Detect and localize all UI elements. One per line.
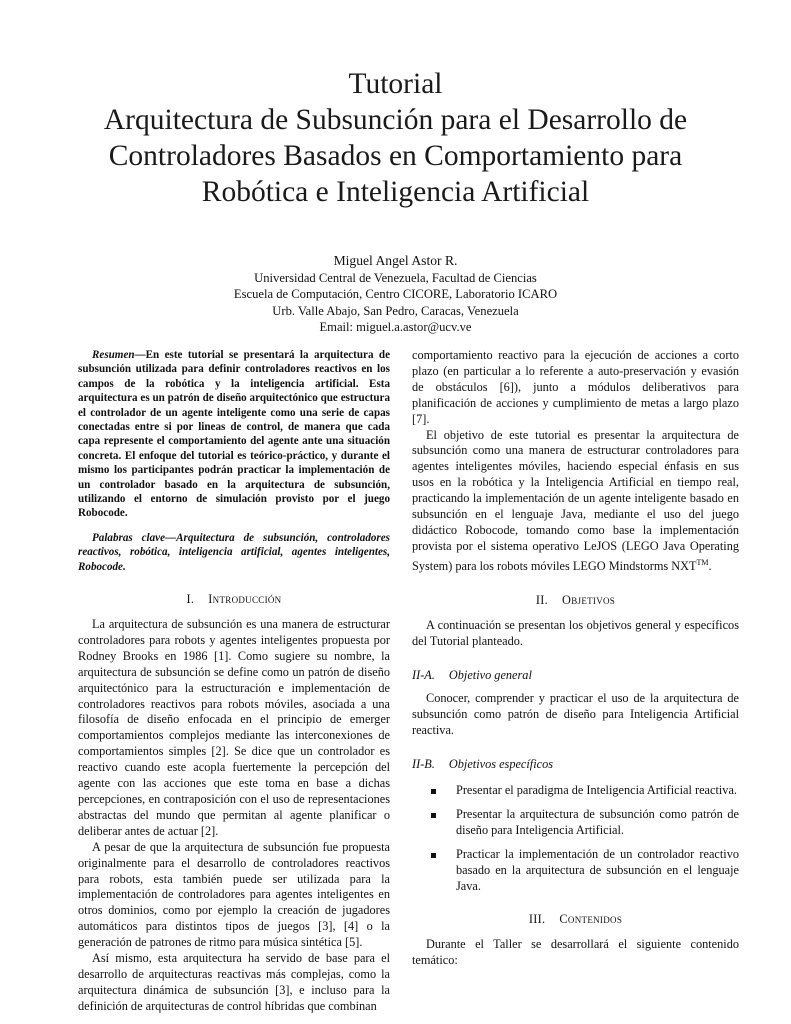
paragraph: Así mismo, esta arquitectura ha servido de base para el desarrollo de arquitecturas reactivas más complejas, como la arquitectura dinámica de subsunción [3], e incluso para la definición de arquitecturas de control híbridas que combinan	[78, 951, 390, 1013]
paragraph: Conocer, comprender y practicar el uso de la arquitectura de subsunción como patrón de diseño para Inteligencia Artificial reactiva.	[412, 691, 739, 738]
subsection-title: Objetivos específicos	[448, 757, 554, 772]
author-block	[40, 252, 751, 336]
list-item	[412, 847, 739, 895]
list-item	[412, 807, 739, 839]
author-name: Miguel Angel Astor R.	[333, 253, 458, 268]
subsection-title: Objetivo general	[448, 667, 532, 682]
abstract-text: —En este tutorial se presentará la arquitectura de subsunción utilizada para definir controladores reactivos en los campos de la robótica y la inteligencia artificial. Esta arquitectura es un patrón de diseño arquitectónico que estructura el controlador de un agente inteligente como una serie de capas conectadas entre si por lineas de control, de manera que cada capa represente el comportamiento del agente ante una situación concreta. El enfoque del tutorial es teórico-práctico, y durante el mismo los participantes podrán practicar la implementación de un controlador basado en la arquitectura de subsunción, utilizando el entorno de simulación provisto por el juego Robocode.	[78, 349, 390, 520]
bullet-square-icon	[431, 813, 436, 818]
subsection-heading-general	[412, 668, 739, 684]
paragraph: La arquitectura de subsunción es una manera de estructurar controladores para robots y agentes inteligentes propuesta por Rodney Brooks en 1986 [1]. Como sugiere su nombre, la arquitectura de subsunción se define como un patrón de diseño arquitectónico para la estructuración e implementación de controladores reactivos para robots móviles, asociada a una filosofía de diseño enfocada en el principio de emerger comportamientos complejos mediante las interconexiones de comportamientos simples [2]. Se dice que un controlador es reactivo cuando este acopla fuertemente la percepción del agente con las acciones que este toma en base a dichas percepciones, en contraposición con el uso de representaciones abstractas del mundo que permitan al agente planificar o deliberar antes de actuar [2].	[78, 617, 390, 838]
affiliation-line: Urb. Valle Abajo, San Pedro, Caracas, Venezuela	[272, 303, 519, 318]
affiliation-line: Universidad Central de Venezuela, Facultad de Ciencias	[254, 271, 537, 285]
left-column	[78, 348, 390, 1015]
subsection-heading-specific	[412, 757, 739, 773]
section-title: Contenidos	[559, 912, 623, 927]
abstract-label: Resumen	[92, 349, 135, 361]
section-number: I.	[186, 592, 195, 607]
paragraph: A pesar de que la arquitectura de subsunción fue propuesta originalmente para el desarrollo de controladores reactivos para robots, esta también puede ser utilizada para la implementación de controladores para agentes inteligentes en otros dominios, como por ejemplo la creación de jugadores automáticos para distintos tipos de juegos [3], [4] o la generación de patrones de ritmo para música sintética [5].	[78, 839, 390, 950]
paragraph: A continuación se presentan los objetivos general y específicos del Tutorial planteado.	[412, 617, 739, 648]
title-line: Controladores Basados en Comportamiento para	[108, 140, 683, 172]
list-item-text: Presentar la arquitectura de subsunción como patrón de diseño para Inteligencia Artificial.	[456, 806, 739, 837]
objective-text: El objetivo de este tutorial es presentar la arquitectura de subsunción como una manera de estructurar controladores para agentes inteligentes móviles, haciendo especial énfasis en sus usos en la robótica y la Inteligencia Artificial en tiempo real, practicando la implementación de un agente inteligente basado en subsunción en el lenguaje Java, mediante el uso del juego didáctico Robocode, tomando como base la implementación provista por el sistema operativo LeJOS (LEGO Java Operating System) para los robots móviles LEGO Mindstorms NXT	[412, 427, 739, 573]
right-column	[412, 348, 739, 969]
paragraph-objective	[412, 428, 739, 575]
bullet-square-icon	[431, 853, 436, 858]
bullet-square-icon	[431, 789, 436, 794]
keywords-text: —Arquitectura de subsunción, controladores reactivos, robótica, inteligencia artificial, agentes inteligentes, Robocode.	[78, 531, 390, 573]
paper-title	[40, 66, 751, 210]
section-number: II.	[535, 592, 549, 607]
section-heading-intro	[78, 592, 390, 608]
paragraph-continuation: comportamiento reactivo para la ejecución de acciones a corto plazo (en particular a lo referente a auto-preservación y evasión de obstáculos [6]), junto a módulos deliberativos para planificación de acciones y cumplimiento de metas a largo plazo [7].	[412, 348, 739, 426]
title-line: Tutorial	[348, 68, 443, 100]
list-item-text: Practicar la implementación de un controlador reactivo basado en la arquitectura de subsunción en el lenguaje Java.	[456, 846, 739, 893]
title-line: Arquitectura de Subsunción para el Desarrollo de	[103, 104, 688, 136]
abstract	[78, 348, 390, 574]
trademark: TM	[696, 557, 709, 567]
section-heading-contents	[412, 912, 739, 928]
list-item	[412, 783, 739, 799]
section-title: Objetivos	[562, 592, 616, 607]
section-number: III.	[528, 912, 546, 927]
section-title: Introducción	[208, 592, 282, 607]
affiliation-line: Escuela de Computación, Centro CICORE, Laboratorio ICARO	[233, 287, 558, 302]
keywords-label: Palabras clave	[92, 531, 166, 544]
title-line: Robótica e Inteligencia Artificial	[201, 176, 590, 208]
subsection-number: II-A.	[412, 667, 435, 682]
paragraph: Durante el Taller se desarrollará el siguiente contenido temático:	[412, 937, 739, 968]
section-heading-objectives	[412, 593, 739, 609]
list-item-text: Presentar el paradigma de Inteligencia Artificial reactiva.	[456, 783, 737, 798]
objectives-list	[412, 783, 739, 894]
author-email: Email: miguel.a.astor@ucv.ve	[319, 320, 472, 335]
objective-end: .	[708, 558, 712, 573]
subsection-number: II-B.	[412, 757, 435, 772]
